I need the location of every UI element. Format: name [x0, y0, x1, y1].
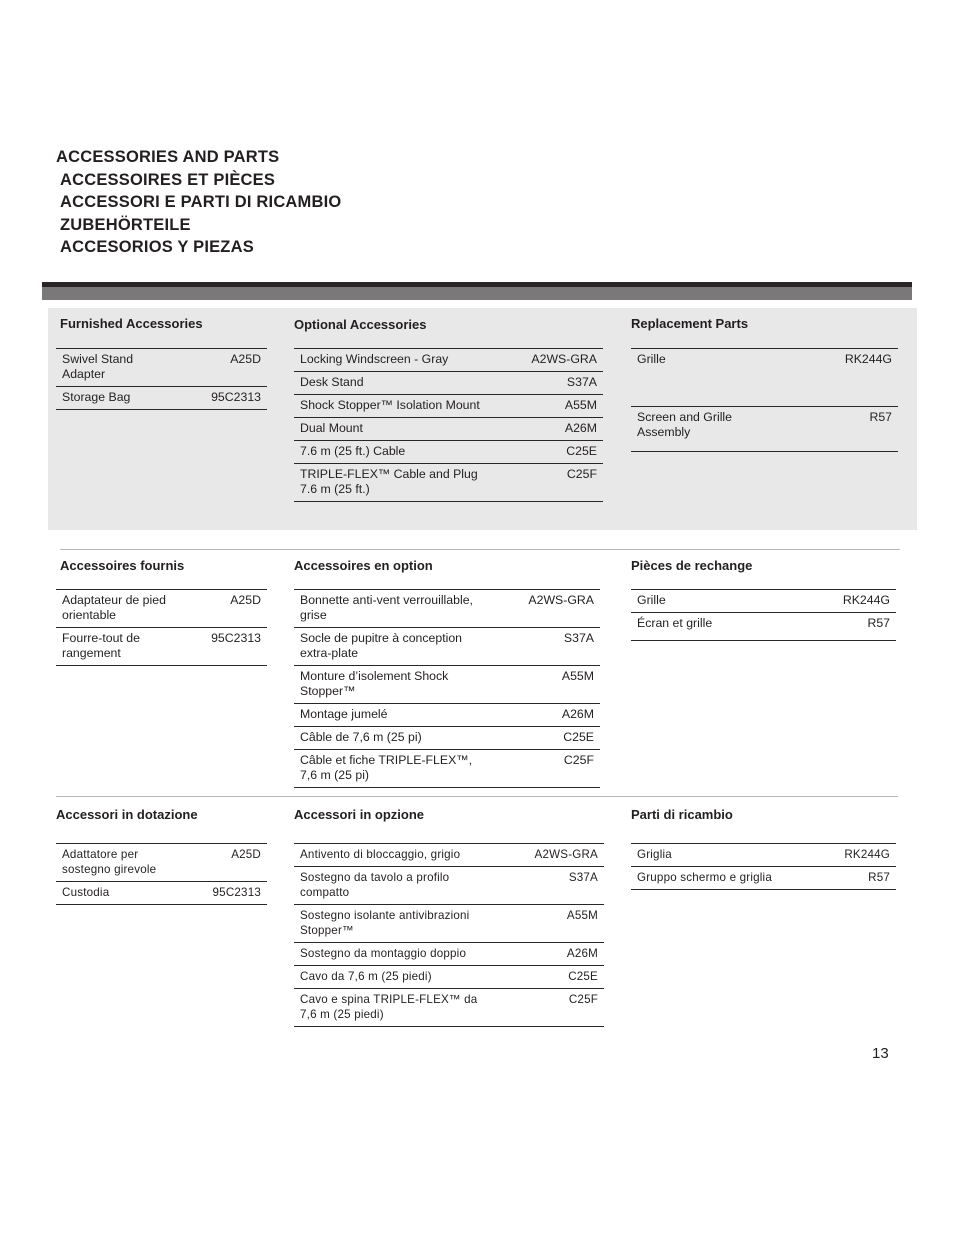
part-name: Adaptateur de pied orientable	[56, 590, 188, 628]
part-name: Grille	[631, 590, 783, 613]
part-name: Adattatore per sostegno girevole	[56, 844, 188, 882]
table-row	[631, 349, 898, 407]
section-heading: Furnished Accessories	[60, 316, 203, 331]
title-french: ACCESSOIRES ET PIÈCES	[60, 170, 276, 189]
part-code: C25E	[496, 441, 603, 464]
parts-table	[56, 348, 267, 410]
table-row	[294, 464, 603, 502]
section-titles	[56, 146, 341, 259]
table-row	[56, 844, 267, 882]
table-row	[294, 590, 600, 628]
parts-table	[631, 348, 898, 452]
part-code: S37A	[496, 372, 603, 395]
part-code: A55M	[496, 395, 603, 418]
part-name: Gruppo schermo e griglia	[631, 867, 823, 890]
part-name: Sostegno isolante antivibrazioni Stopper™	[294, 905, 486, 943]
part-code: A26M	[486, 943, 604, 966]
part-code: 95C2313	[188, 628, 267, 666]
section-heading: Accessoires fournis	[60, 558, 185, 573]
part-code: A2WS-GRA	[486, 844, 604, 867]
part-name: Storage Bag	[56, 387, 168, 410]
part-code: R57	[823, 867, 896, 890]
table-row	[294, 704, 600, 727]
section-heading: Accessori in opzione	[294, 807, 425, 822]
english-furnished	[56, 316, 267, 410]
table-row	[294, 727, 600, 750]
table-row	[294, 666, 600, 704]
part-name: Fourre-tout de rangement	[56, 628, 188, 666]
title-english: ACCESSORIES AND PARTS	[56, 148, 280, 166]
part-code: 95C2313	[188, 882, 267, 905]
part-name: Desk Stand	[294, 372, 496, 395]
header-bar-shade	[42, 287, 912, 300]
table-row	[56, 628, 267, 666]
part-code: A2WS-GRA	[496, 349, 603, 372]
part-code: A55M	[486, 905, 604, 943]
part-name: Dual Mount	[294, 418, 496, 441]
part-name: Custodia	[56, 882, 188, 905]
title-german: ZUBEHÖRTEILE	[60, 215, 191, 234]
part-code: C25F	[486, 989, 604, 1027]
page-number: 13	[872, 1045, 889, 1062]
table-row	[294, 418, 603, 441]
table-row	[294, 989, 604, 1027]
italian-replacement	[631, 807, 896, 890]
table-row	[631, 844, 896, 867]
part-code: R57	[783, 407, 898, 452]
part-code: S37A	[486, 628, 600, 666]
part-name: Screen and Grille Assembly	[631, 407, 783, 452]
english-replacement	[631, 316, 898, 452]
table-row	[294, 943, 604, 966]
section-heading: Pièces de rechange	[631, 558, 753, 573]
english-optional	[294, 317, 603, 502]
part-code: RK244G	[823, 844, 896, 867]
part-name: 7.6 m (25 ft.) Cable	[294, 441, 496, 464]
part-code: RK244G	[783, 590, 896, 613]
section-divider	[60, 549, 900, 550]
part-code: A26M	[496, 418, 603, 441]
table-row	[631, 867, 896, 890]
part-name: Bonnette anti-vent verrouillable, grise	[294, 590, 486, 628]
part-code: A25D	[188, 590, 267, 628]
table-row	[56, 387, 267, 410]
part-code: RK244G	[783, 349, 898, 407]
section-heading: Accessori in dotazione	[56, 807, 198, 822]
italian-furnished	[56, 807, 267, 905]
part-name: Socle de pupitre à conception extra-plate	[294, 628, 486, 666]
table-row	[294, 844, 604, 867]
section-divider	[56, 796, 898, 797]
table-row	[294, 750, 600, 788]
part-name: Griglia	[631, 844, 823, 867]
part-code: A55M	[486, 666, 600, 704]
part-code: A2WS-GRA	[486, 590, 600, 628]
part-name: Antivento di bloccaggio, grigio	[294, 844, 486, 867]
part-name: Cavo da 7,6 m (25 piedi)	[294, 966, 486, 989]
part-name: Monture d’isolement Shock Stopper™	[294, 666, 486, 704]
section-heading: Replacement Parts	[631, 316, 749, 331]
part-code: C25E	[486, 727, 600, 750]
part-name: Montage jumelé	[294, 704, 486, 727]
part-name: Locking Windscreen - Gray	[294, 349, 496, 372]
parts-table	[56, 589, 267, 666]
part-name: Shock Stopper™ Isolation Mount	[294, 395, 496, 418]
part-code: C25F	[496, 464, 603, 502]
part-name: TRIPLE-FLEX™ Cable and Plug 7.6 m (25 ft.)	[294, 464, 496, 502]
part-code: R57	[783, 613, 896, 641]
table-row	[294, 628, 600, 666]
part-name: Câble et fiche TRIPLE-FLEX™, 7,6 m (25 pi)	[294, 750, 486, 788]
part-name: Sostegno da montaggio doppio	[294, 943, 486, 966]
part-name: Sostegno da tavolo a profilo compatto	[294, 867, 486, 905]
title-italian: ACCESSORI E PARTI DI RICAMBIO	[60, 193, 342, 211]
table-row	[294, 349, 603, 372]
part-code: A25D	[188, 844, 267, 882]
table-row	[294, 867, 604, 905]
section-heading: Parti di ricambio	[631, 807, 733, 822]
table-row	[294, 372, 603, 395]
part-name: Cavo e spina TRIPLE-FLEX™ da 7,6 m (25 piedi)	[294, 989, 486, 1027]
table-row	[294, 966, 604, 989]
parts-table	[631, 589, 896, 641]
table-row	[294, 441, 603, 464]
parts-table	[294, 589, 600, 788]
part-name: Écran et grille	[631, 613, 783, 641]
part-name: Swivel Stand Adapter	[56, 349, 168, 387]
table-row	[56, 590, 267, 628]
table-row	[56, 882, 267, 905]
part-code: A25D	[168, 349, 267, 387]
part-code: C25E	[486, 966, 604, 989]
parts-table	[294, 843, 604, 1027]
italian-optional	[294, 807, 604, 1027]
title-spanish: ACCESORIOS Y PIEZAS	[60, 238, 254, 256]
part-code: 95C2313	[168, 387, 267, 410]
table-row	[631, 407, 898, 452]
table-row	[631, 590, 896, 613]
table-row	[294, 395, 603, 418]
table-row	[294, 905, 604, 943]
parts-table	[631, 843, 896, 890]
part-name: Grille	[631, 349, 783, 407]
table-row	[631, 613, 896, 641]
table-row	[56, 349, 267, 387]
parts-table	[56, 843, 267, 905]
part-code: C25F	[486, 750, 600, 788]
french-furnished	[56, 558, 267, 666]
parts-table	[294, 348, 603, 502]
french-optional	[294, 558, 600, 788]
french-replacement	[631, 558, 896, 641]
section-heading: Optional Accessories	[294, 317, 427, 332]
part-code: A26M	[486, 704, 600, 727]
part-name: Câble de 7,6 m (25 pi)	[294, 727, 486, 750]
part-code: S37A	[486, 867, 604, 905]
section-heading: Accessoires en option	[294, 558, 433, 573]
